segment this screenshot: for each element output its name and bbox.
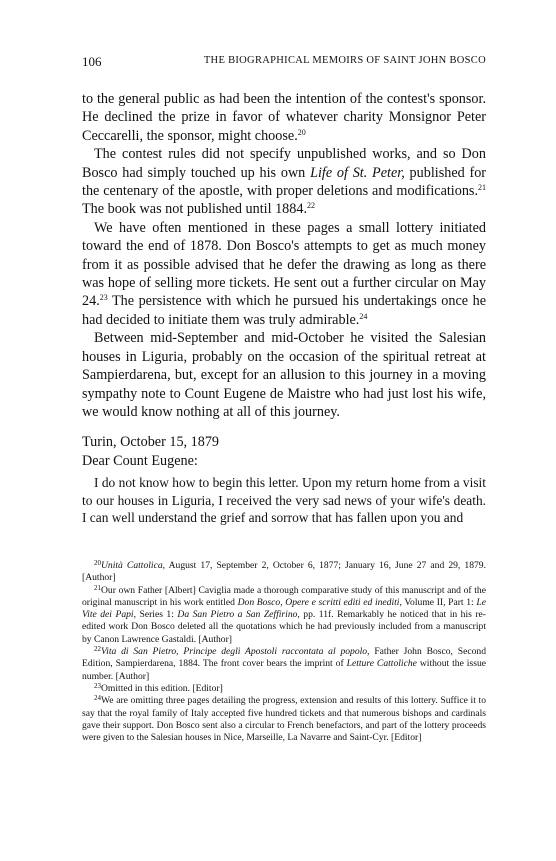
footnote-ref-24[interactable]: 24: [359, 311, 368, 321]
letter-dateline: Turin, October 15, 1879: [82, 434, 220, 451]
footnote-number: 24: [94, 694, 101, 703]
paragraph-2: The contest rules did not specify unpublished works, and so Don Bosco had simply touched up his own Life of St. Peter, published for the centenary of the apostle, with proper deletions and modifications.$^{21}$ The book was not published until 1884.22: [82, 146, 487, 218]
footnote-number: 21: [94, 583, 101, 592]
main-text: [82, 90, 486, 527]
footnote-ref-20[interactable]: 20: [297, 127, 306, 137]
footnote-number: 20: [94, 559, 101, 567]
letter-salutation: Dear Count Eugene:: [82, 452, 198, 469]
running-header: [82, 54, 486, 70]
book-title: Life of St. Peter,: [310, 164, 405, 181]
paragraph-4: Between mid-September and mid-October he visited the Salesian houses in Liguria, probably on the occasion of the spiritual retreat at Sampierdarena, but, except for an allusion to this journey in a moving sympathy note to Count Eugene de Maistre who had just lost his wife, we would know nothing at all of this journey.: [82, 330, 486, 420]
footnote-ref-21[interactable]: 21: [478, 183, 486, 193]
footnote-22: $^{22}$Vita di San Pietro, Principe degli Apostoli raccontata al popolo, Father John Bosco, Second Edition, Sampierdarena, 1884. The front cover bears the imprint of Letture Cattoliche without the issue number. [Author]: [82, 645, 486, 682]
footnote-20: $^{20}$Unità Cattolica, August 17, September 2, October 6, 1877; January 16, June 27 and 29, 1879. [Author]: [82, 559, 486, 584]
footnote-ref-23[interactable]: 23: [99, 293, 108, 303]
footnote-ref-22[interactable]: 22: [307, 201, 316, 211]
running-title: THE BIOGRAPHICAL MEMOIRS OF SAINT JOHN BOSCO: [203, 55, 486, 66]
footnote-number: 23: [94, 681, 101, 690]
footnote-23: $^{23}$Omitted in this edition. [Editor]: [94, 681, 223, 694]
paragraph-3: We have often mentioned in these pages a small lottery initiated toward the end of 1878. Don Bosco's attempts to get as much money from it as possible advised that he defer the drawing as long as there was hope of selling more tickets. He sent out a further circular on May 24.23 The persistence with which he pursued his undertakings once he had decided to initiate them was truly admirable.$^{24}$: [82, 219, 486, 328]
footnote-24: $^{24}$We are omitting three pages detailing the progress, extension and results of this lottery. Suffice it to say that the royal family of Italy accepted five hundred tickets and that numerous bishops and cardinals gave their support. Don Bosco sent also a circular to French benefactors, and part of the lottery proceeds were given to the Salesian houses in Nice, Marseille, La Navarre and Saint-Cyr. [Editor]: [82, 694, 486, 744]
footnote-number: 22: [94, 645, 101, 654]
footnote-21: $^{21}$Our own Father [Albert] Caviglia made a thorough comparative study of this manuscript and of the original manuscript in his work entitled Don Bosco, Opere e scritti editi ed inediti, Volume II, Part 1: Le Vite dei Papi, Series 1: Da San Pietro a San Zeffirino, pp. 11f. Remarkably he noticed that in his re-edited work Don Bosco deleted all the quotations which he had previously included from a manuscript by Canon Lawrence Gastaldi. [Author]: [82, 583, 487, 645]
footnotes: [82, 560, 486, 744]
page-number: 106: [82, 54, 102, 69]
letter-text: I do not know how to begin this letter. Upon my return home from a visit to our houses in Liguria, I received the very sad news of your wife's death. I can well understand the grief and sorrow that has fallen upon you and: [82, 475, 486, 526]
paragraph-1: to the general public as had been the intention of the contest's sponsor. He declined the prize in favor of whatever charity Monsignor Peter Ceccarelli, the sponsor, might choose.$^{20}$: [82, 91, 486, 144]
